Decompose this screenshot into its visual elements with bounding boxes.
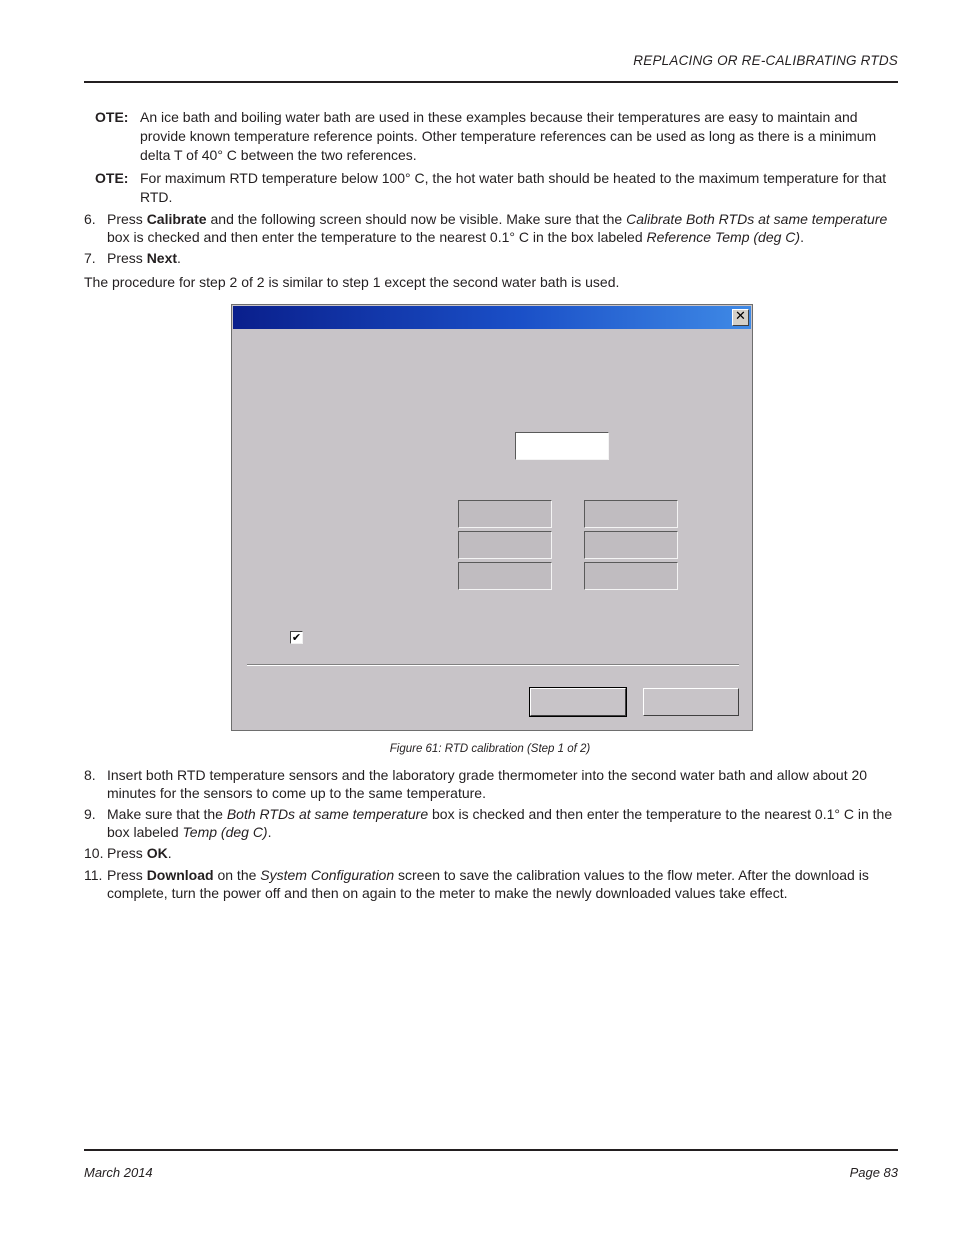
italic-run: Temp (deg C): [182, 823, 268, 840]
calibrate-both-checkbox[interactable]: ✔: [291, 631, 302, 644]
text-run: and the following screen should now be visible. Make sure that the: [206, 211, 627, 227]
step-text: [107, 845, 896, 863]
step-number: 10.: [84, 845, 104, 861]
footer-date: March 2014: [84, 1165, 153, 1180]
procedure-paragraph: The procedure for step 2 of 2 is similar to step 1 except the second water bath is used.: [84, 274, 620, 290]
rtd1-field-2: [458, 531, 552, 559]
note-label: OTE:: [95, 109, 129, 125]
rtd2-field-2: [584, 531, 678, 559]
text-run: box is checked and then enter the temperature to the nearest 0.1° C in the box labeled: [107, 806, 893, 840]
step-text: Insert both RTD temperature sensors and the laboratory grade thermometer into the second water bath and allow about 20 minutes for the sensors to come up to the same temperature.: [107, 767, 868, 801]
note-2: [84, 169, 896, 207]
rtd1-field-1: [458, 500, 552, 528]
footer-page: Page 83: [849, 1165, 898, 1180]
step-text: [107, 211, 896, 246]
step-number: 9.: [84, 806, 96, 822]
bold-run: Next: [146, 250, 178, 266]
step-number: 11.: [84, 867, 103, 883]
note-1: [84, 108, 896, 165]
text-run: Press: [107, 845, 147, 861]
dialog-separator: [247, 664, 739, 666]
step-number: 7.: [84, 250, 96, 266]
italic-run: Reference Temp (deg C): [646, 228, 801, 245]
text-run: .: [267, 823, 272, 840]
rtd2-field-3: [584, 562, 678, 590]
step-8: [84, 767, 896, 802]
reference-temp-input[interactable]: [515, 432, 609, 460]
step-11: [84, 867, 896, 902]
text-run: screen to save the calibration values to the flow meter. After the download is complete, turn the power off and then on again to the meter to make the newly downloaded values take effect.: [107, 867, 869, 901]
text-run: .: [800, 228, 804, 245]
rtd1-field-3: [458, 562, 552, 590]
text-run: Press: [107, 867, 147, 883]
rtd2-field-1: [584, 500, 678, 528]
bold-run: Calibrate: [146, 211, 207, 227]
close-icon[interactable]: ✕: [732, 309, 749, 326]
step-text: [107, 867, 896, 902]
step-6: [84, 211, 896, 246]
cancel-button[interactable]: [643, 688, 739, 716]
text-run: box is checked and then enter the temperature to the nearest 0.1° C in the box labeled: [107, 228, 647, 245]
bold-run: OK: [146, 845, 168, 861]
step-10: [84, 845, 896, 863]
note-label: OTE:: [95, 170, 129, 186]
text-run: .: [177, 250, 181, 266]
note-text: An ice bath and boiling water bath are used in these examples because their temperatures are easy to maintain and provide known temperature reference points. Other temperature references can be used as long as there is a minimum delta T of 40° C between the two references.: [140, 109, 877, 163]
footer-rule: [84, 1149, 898, 1151]
text-run: Make sure that the: [107, 806, 227, 822]
text-run: .: [167, 845, 172, 861]
italic-run: Both RTDs at same temperature: [226, 806, 429, 822]
figure-caption: Figure 61: RTD calibration (Step 1 of 2): [389, 743, 591, 755]
text-run: Press: [107, 211, 147, 227]
step-7: [84, 250, 896, 268]
text-run: on the: [213, 867, 261, 883]
next-button[interactable]: [530, 688, 626, 716]
italic-run: System Configuration: [260, 867, 395, 883]
section-title: REPLACING OR RE-CALIBRATING RTDS: [633, 53, 898, 68]
step-text: [107, 250, 896, 268]
step-text: [107, 806, 896, 841]
rtd-calibration-dialog: [231, 304, 753, 731]
dialog-titlebar[interactable]: [233, 306, 751, 329]
bold-run: Download: [146, 867, 214, 883]
step-number: 6.: [84, 211, 96, 227]
header-rule: [84, 81, 898, 83]
italic-run: Calibrate Both RTDs at same temperature: [626, 211, 888, 227]
step-number: 8.: [84, 767, 96, 783]
note-text: For maximum RTD temperature below 100° C, the hot water bath should be heated to the maximum temperature for that RTD.: [140, 170, 887, 205]
step-9: [84, 806, 896, 841]
text-run: Press: [107, 250, 147, 266]
